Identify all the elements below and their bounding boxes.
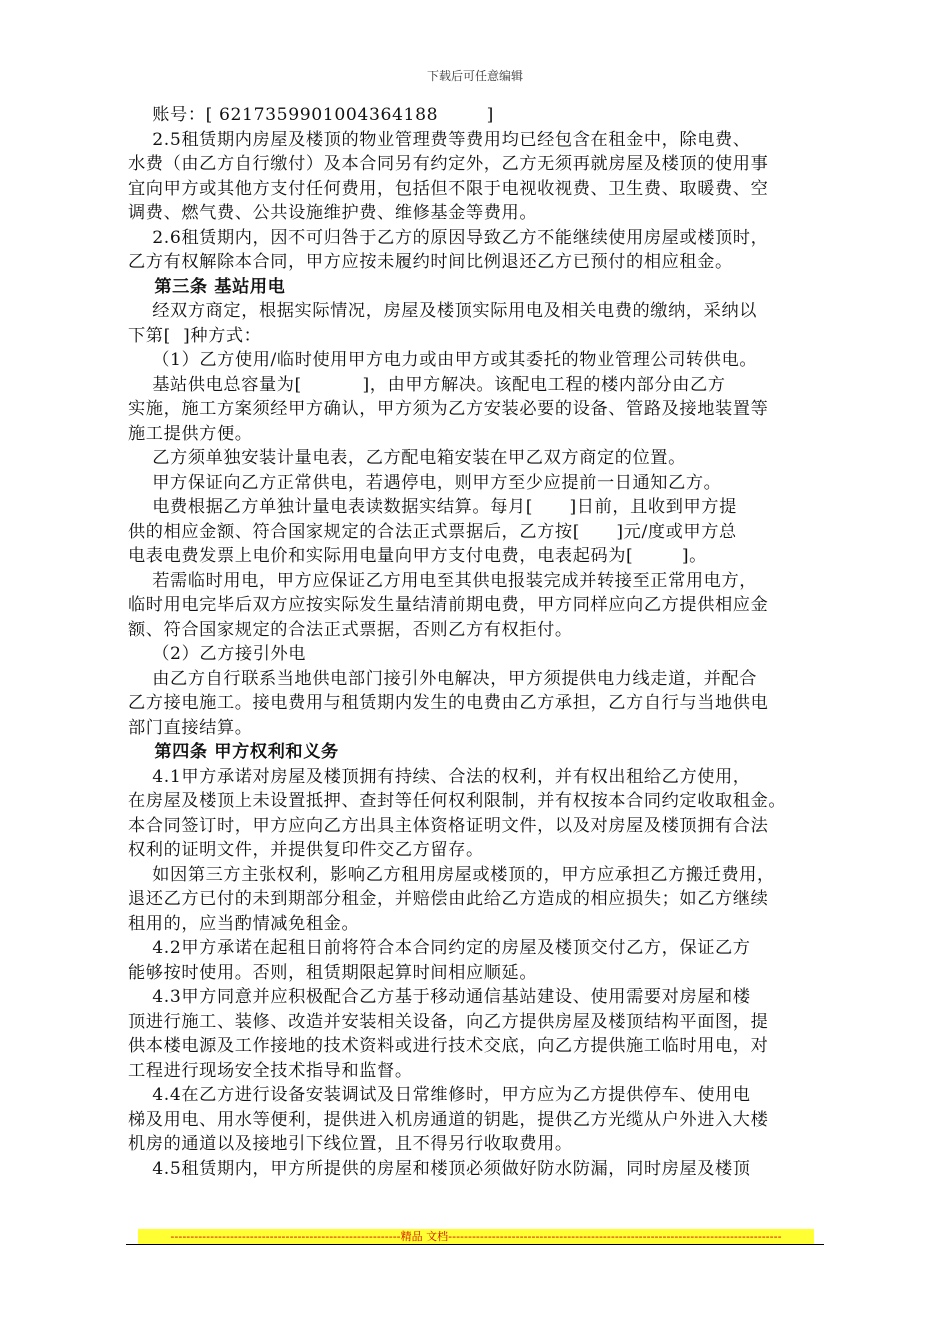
paragraph-line: 施工提供方便。 (128, 423, 253, 444)
paragraph-line: 乙方须单独安装计量电表，乙方配电箱安装在甲乙双方商定的位置。 (128, 448, 686, 468)
paragraph-line: 机房的通道以及接地引下线位置，且不得另行收取费用。 (128, 1134, 573, 1154)
paragraph-line: （2）乙方接引外电 (128, 644, 307, 664)
paragraph-line: 基站供电总容量为[ ]，由甲方解决。该配电工程的楼内部分由乙方 (128, 374, 726, 395)
paragraph-line: 工程进行现场安全技术指导和监督。 (128, 1060, 413, 1081)
paragraph-line: 临时用电完毕后双方应按实际发生量结清前期电费，甲方同样应向乙方提供相应金 (128, 595, 769, 615)
paragraph-line: 电表电费发票上电价和实际用电量向甲方支付电费，电表起码为[ ]。 (128, 546, 707, 566)
paragraph-line: 能够按时使用。否则，租赁期限起算时间相应顺延。 (128, 962, 538, 983)
paragraph-line: 租用的，应当酌情减免租金。 (128, 913, 360, 934)
paragraph-line: 权利的证明文件，并提供复印件交乙方留存。 (128, 840, 484, 860)
paragraph-line: 电费根据乙方单独计量电表读数据实结算。每月[ ]日前，且收到甲方提 (128, 497, 737, 517)
paragraph-line: 部门直接结算。 (128, 717, 253, 738)
paragraph-line: 调费、燃气费、公共设施维护费、维修基金等费用。 (128, 203, 538, 223)
paragraph-line: 4.1甲方承诺对房屋及楼顶拥有持续、合法的权利，并有权出租给乙方使用， (128, 766, 751, 787)
paragraph-line: 下第[ ]种方式： (128, 325, 262, 346)
paragraph-line: 供本楼电源及工作接地的技术资料或进行技术交底，向乙方提供施工临时用电，对 (128, 1036, 769, 1056)
paragraph-line: 在房屋及楼顶上未设置抵押、查封等任何权利限制，并有权按本合同约定收取租金。 (128, 791, 787, 811)
paragraph-line: 供的相应金额、符合国家规定的合法正式票据后，乙方按[ ]元/度或甲方总 (128, 521, 737, 542)
paragraph-line: 乙方有权解除本合同，甲方应按未履约时间比例退还乙方已预付的相应租金。 (128, 252, 733, 272)
footer-divider (126, 1244, 824, 1245)
paragraph-line: 甲方保证向乙方正常供电，若遇停电，则甲方至少应提前一日通知乙方。 (128, 472, 722, 493)
paragraph-line: 水费（由乙方自行缴付）及本合同另有约定外，乙方无须再就房屋及楼顶的使用事 (128, 154, 769, 174)
paragraph-line: 4.4在乙方进行设备安装调试及日常维修时，甲方应为乙方提供停车、使用电 (128, 1085, 751, 1105)
paragraph-line: 本合同签订时，甲方应向乙方出具主体资格证明文件，以及对房屋及楼顶拥有合法 (128, 815, 769, 836)
section-heading: 第四条 甲方权利和义务 (128, 742, 339, 762)
paragraph-line: 4.3甲方同意并应积极配合乙方基于移动通信基站建设、使用需要对房屋和楼 (128, 987, 751, 1007)
paragraph-line: 4.5租赁期内，甲方所提供的房屋和楼顶必须做好防水防漏，同时房屋及楼顶 (128, 1158, 751, 1179)
section-heading: 第三条 基站用电 (128, 276, 286, 297)
paragraph-line: 2.5租赁期内房屋及楼顶的物业管理费等费用均已经包含在租金中，除电费、 (128, 129, 751, 150)
footer-banner: ----------------------------------------------------------精品 文档------------------------------------------------------------------------------------ (138, 1229, 814, 1245)
paragraph-line: 如因第三方主张权利，影响乙方租用房屋或楼顶的，甲方应承担乙方搬迁费用， (128, 864, 775, 885)
paragraph-line: 退还乙方已付的未到期部分租金，并赔偿由此给乙方造成的相应损失；如乙方继续 (128, 889, 769, 909)
paragraph-line: 额、符合国家规定的合法正式票据，否则乙方有权拒付。 (128, 619, 573, 640)
paragraph-line: 梯及用电、用水等便利，提供进入机房通道的钥匙，提供乙方光缆从户外进入大楼 (128, 1109, 769, 1130)
paragraph-line: 经双方商定，根据实际情况，房屋及楼顶实际用电及相关电费的缴纳，采纳以 (128, 301, 758, 321)
paragraph-line: 宜向甲方或其他方支付任何费用，包括但不限于电视收视费、卫生费、取暖费、空 (128, 178, 769, 199)
paragraph-line: 乙方接电施工。接电费用与租赁期内发生的电费由乙方承担，乙方自行与当地供电 (128, 693, 769, 713)
document-body (128, 103, 824, 1181)
page-header: 下载后可任意编辑 (426, 69, 523, 83)
paragraph-line: 2.6租赁期内，因不可归咎于乙方的原因导致乙方不能继续使用房屋或楼顶时， (128, 227, 769, 248)
paragraph-line: 账号：[ 6217359901004364188 ] (128, 105, 494, 125)
paragraph-line: 4.2甲方承诺在起租日前将符合本合同约定的房屋及楼顶交付乙方，保证乙方 (128, 938, 751, 958)
paragraph-line: 由乙方自行联系当地供电部门接引外电解决，甲方须提供电力线走道，并配合 (128, 668, 758, 689)
paragraph-line: 顶进行施工、装修、改造并安装相关设备，向乙方提供房屋及楼顶结构平面图，提 (128, 1011, 769, 1032)
paragraph-line: 若需临时用电，甲方应保证乙方用电至其供电报装完成并转接至正常用电方， (128, 570, 758, 591)
paragraph-line: （1）乙方使用/临时使用甲方电力或由甲方或其委托的物业管理公司转供电。 (128, 350, 758, 370)
paragraph-line: 实施，施工方案须经甲方确认，甲方须为乙方安装必要的设备、管路及接地装置等 (128, 399, 769, 419)
